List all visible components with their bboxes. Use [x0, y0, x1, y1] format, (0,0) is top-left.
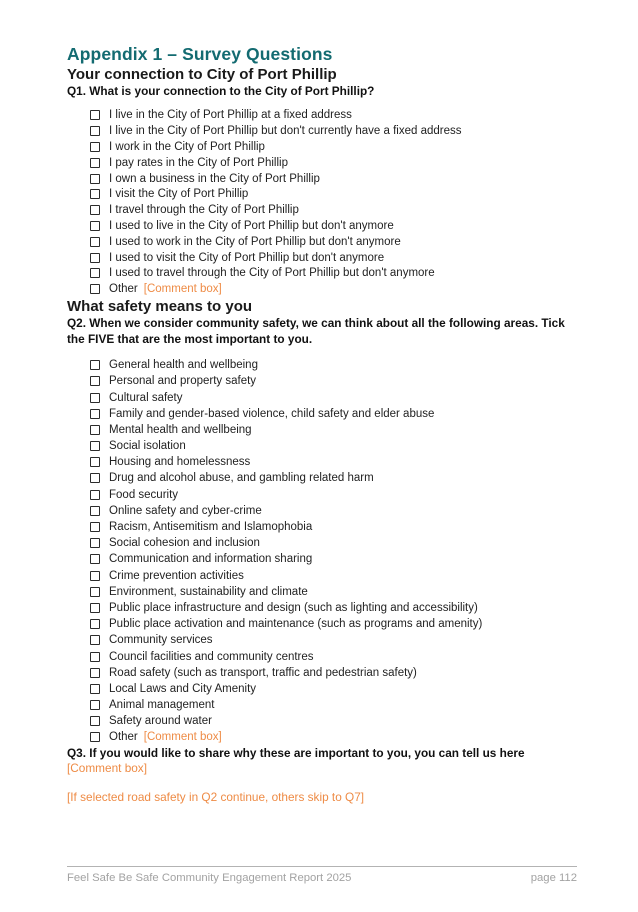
option-label: Personal and property safety: [109, 375, 257, 388]
option-label: Animal management: [109, 699, 215, 712]
option-label: I live in the City of Port Phillip at a fixed address: [109, 109, 352, 122]
option-label: Racism, Antisemitism and Islamophobia: [109, 521, 313, 534]
q3-text: Q3. If you would like to share why these are important to you, you can tell us here: [67, 745, 525, 760]
question-q3: [67, 746, 577, 777]
checkbox-icon: [90, 158, 100, 168]
checkbox-icon: [90, 684, 100, 694]
checkbox-icon: [90, 110, 100, 120]
checkbox-icon: [90, 409, 100, 419]
option-label: Family and gender-based violence, child safety and elder abuse: [109, 407, 435, 420]
checkbox-option: [90, 373, 577, 389]
option-label: Council facilities and community centres: [109, 650, 314, 663]
checkbox-icon: [90, 522, 100, 532]
option-label: Safety around water: [109, 715, 212, 728]
checkbox-option: [90, 648, 577, 664]
option-label: Other: [109, 283, 138, 296]
checkbox-icon: [90, 554, 100, 564]
option-label: Public place infrastructure and design (such as lighting and accessibility): [109, 601, 478, 614]
checkbox-icon: [90, 668, 100, 678]
checkbox-icon: [90, 253, 100, 263]
checkbox-option: [90, 155, 577, 171]
checkbox-option: [90, 551, 577, 567]
option-label: Community services: [109, 634, 213, 647]
option-label: I pay rates in the City of Port Phillip: [109, 156, 288, 169]
page-footer: [67, 866, 577, 884]
checkbox-option: [90, 202, 577, 218]
checkbox-option: [90, 519, 577, 535]
checkbox-option: [90, 535, 577, 551]
checkbox-icon: [90, 587, 100, 597]
checkbox-option: [90, 697, 577, 713]
checkbox-icon: [90, 441, 100, 451]
option-label: Social cohesion and inclusion: [109, 537, 260, 550]
page-title: Appendix 1 – Survey Questions: [67, 44, 333, 64]
checkbox-option: [90, 713, 577, 729]
checkbox-icon: [90, 506, 100, 516]
checkbox-option: [90, 281, 577, 297]
checkbox-option: [90, 389, 577, 405]
checkbox-option: [90, 250, 577, 266]
footer-page-number: page 112: [530, 872, 577, 884]
option-label: Housing and homelessness: [109, 456, 251, 469]
checkbox-option: [90, 454, 577, 470]
checkbox-option: [90, 234, 577, 250]
checkbox-option: [90, 357, 577, 373]
checkbox-option: [90, 616, 577, 632]
checkbox-icon: [90, 538, 100, 548]
checkbox-icon: [90, 376, 100, 386]
checkbox-icon: [90, 284, 100, 294]
section-heading-connection: Your connection to City of Port Phillip: [67, 66, 337, 83]
checkbox-icon: [90, 205, 100, 215]
option-label: Public place activation and maintenance (such as programs and amenity): [109, 618, 483, 631]
option-label: I used to visit the City of Port Phillip but don't anymore: [109, 251, 385, 264]
section-heading-safety: What safety means to you: [67, 298, 253, 316]
checkbox-option: [90, 729, 577, 745]
checkbox-icon: [90, 360, 100, 370]
checkbox-icon: [90, 221, 100, 231]
question-q1: Q1. What is your connection to the City of Port Phillip?: [67, 84, 375, 98]
checkbox-icon: [90, 571, 100, 581]
checkbox-option: [90, 487, 577, 503]
option-label: I own a business in the City of Port Phillip: [109, 172, 320, 185]
option-label: I used to work in the City of Port Phillip but don't anymore: [109, 235, 401, 248]
checkbox-option: [90, 265, 577, 281]
option-label: Online safety and cyber-crime: [109, 504, 262, 517]
checkbox-option: [90, 632, 577, 648]
option-label: I live in the City of Port Phillip but don't currently have a fixed address: [109, 125, 462, 138]
checkbox-option: [90, 665, 577, 681]
checkbox-option: [90, 171, 577, 187]
checkbox-icon: [90, 237, 100, 247]
footer-report-title: Feel Safe Be Safe Community Engagement Report 2025: [67, 872, 352, 884]
checkbox-icon: [90, 268, 100, 278]
comment-box-note: [Comment box]: [143, 283, 222, 296]
question-q2: Q2. When we consider community safety, we can think about all the following areas. Tick the FIVE that are the most important to you.: [67, 316, 565, 346]
option-label: Crime prevention activities: [109, 569, 244, 582]
option-label: Social isolation: [109, 440, 186, 453]
checkbox-option: [90, 600, 577, 616]
checkbox-option: [90, 681, 577, 697]
checkbox-option: [90, 139, 577, 155]
checkbox-option: [90, 438, 577, 454]
option-label: Mental health and wellbeing: [109, 423, 252, 436]
q1-option-list: [67, 108, 577, 298]
q2-option-list: [67, 357, 577, 746]
option-label: Communication and information sharing: [109, 553, 313, 566]
option-label: Road safety (such as transport, traffic and pedestrian safety): [109, 666, 417, 679]
checkbox-icon: [90, 716, 100, 726]
checkbox-option: [90, 503, 577, 519]
checkbox-option: [90, 422, 577, 438]
checkbox-icon: [90, 732, 100, 742]
option-label: Drug and alcohol abuse, and gambling related harm: [109, 472, 374, 485]
comment-box-note: [Comment box]: [143, 731, 222, 744]
checkbox-option: [90, 568, 577, 584]
checkbox-option: [90, 218, 577, 234]
option-label: Local Laws and City Amenity: [109, 682, 257, 695]
checkbox-icon: [90, 700, 100, 710]
checkbox-icon: [90, 457, 100, 467]
routing-note: [If selected road safety in Q2 continue, others skip to Q7]: [67, 789, 365, 804]
option-label: I visit the City of Port Phillip: [109, 188, 249, 201]
checkbox-option: [90, 470, 577, 486]
q3-comment-box-note: [Comment box]: [67, 761, 147, 776]
option-label: I work in the City of Port Phillip: [109, 140, 265, 153]
checkbox-icon: [90, 425, 100, 435]
checkbox-icon: [90, 652, 100, 662]
option-label: Cultural safety: [109, 391, 183, 404]
checkbox-option: [90, 108, 577, 124]
option-label: I used to travel through the City of Port Phillip but don't anymore: [109, 267, 435, 280]
checkbox-icon: [90, 189, 100, 199]
checkbox-icon: [90, 126, 100, 136]
checkbox-icon: [90, 619, 100, 629]
checkbox-option: [90, 406, 577, 422]
option-label: I used to live in the City of Port Phillip but don't anymore: [109, 219, 394, 232]
option-label: Other: [109, 731, 138, 744]
option-label: General health and wellbeing: [109, 359, 258, 372]
checkbox-option: [90, 584, 577, 600]
checkbox-icon: [90, 603, 100, 613]
checkbox-icon: [90, 174, 100, 184]
option-label: I travel through the City of Port Phillip: [109, 204, 299, 217]
checkbox-icon: [90, 393, 100, 403]
checkbox-option: [90, 186, 577, 202]
checkbox-icon: [90, 490, 100, 500]
checkbox-icon: [90, 473, 100, 483]
checkbox-option: [90, 123, 577, 139]
checkbox-icon: [90, 635, 100, 645]
option-label: Food security: [109, 488, 179, 501]
checkbox-icon: [90, 142, 100, 152]
option-label: Environment, sustainability and climate: [109, 585, 308, 598]
